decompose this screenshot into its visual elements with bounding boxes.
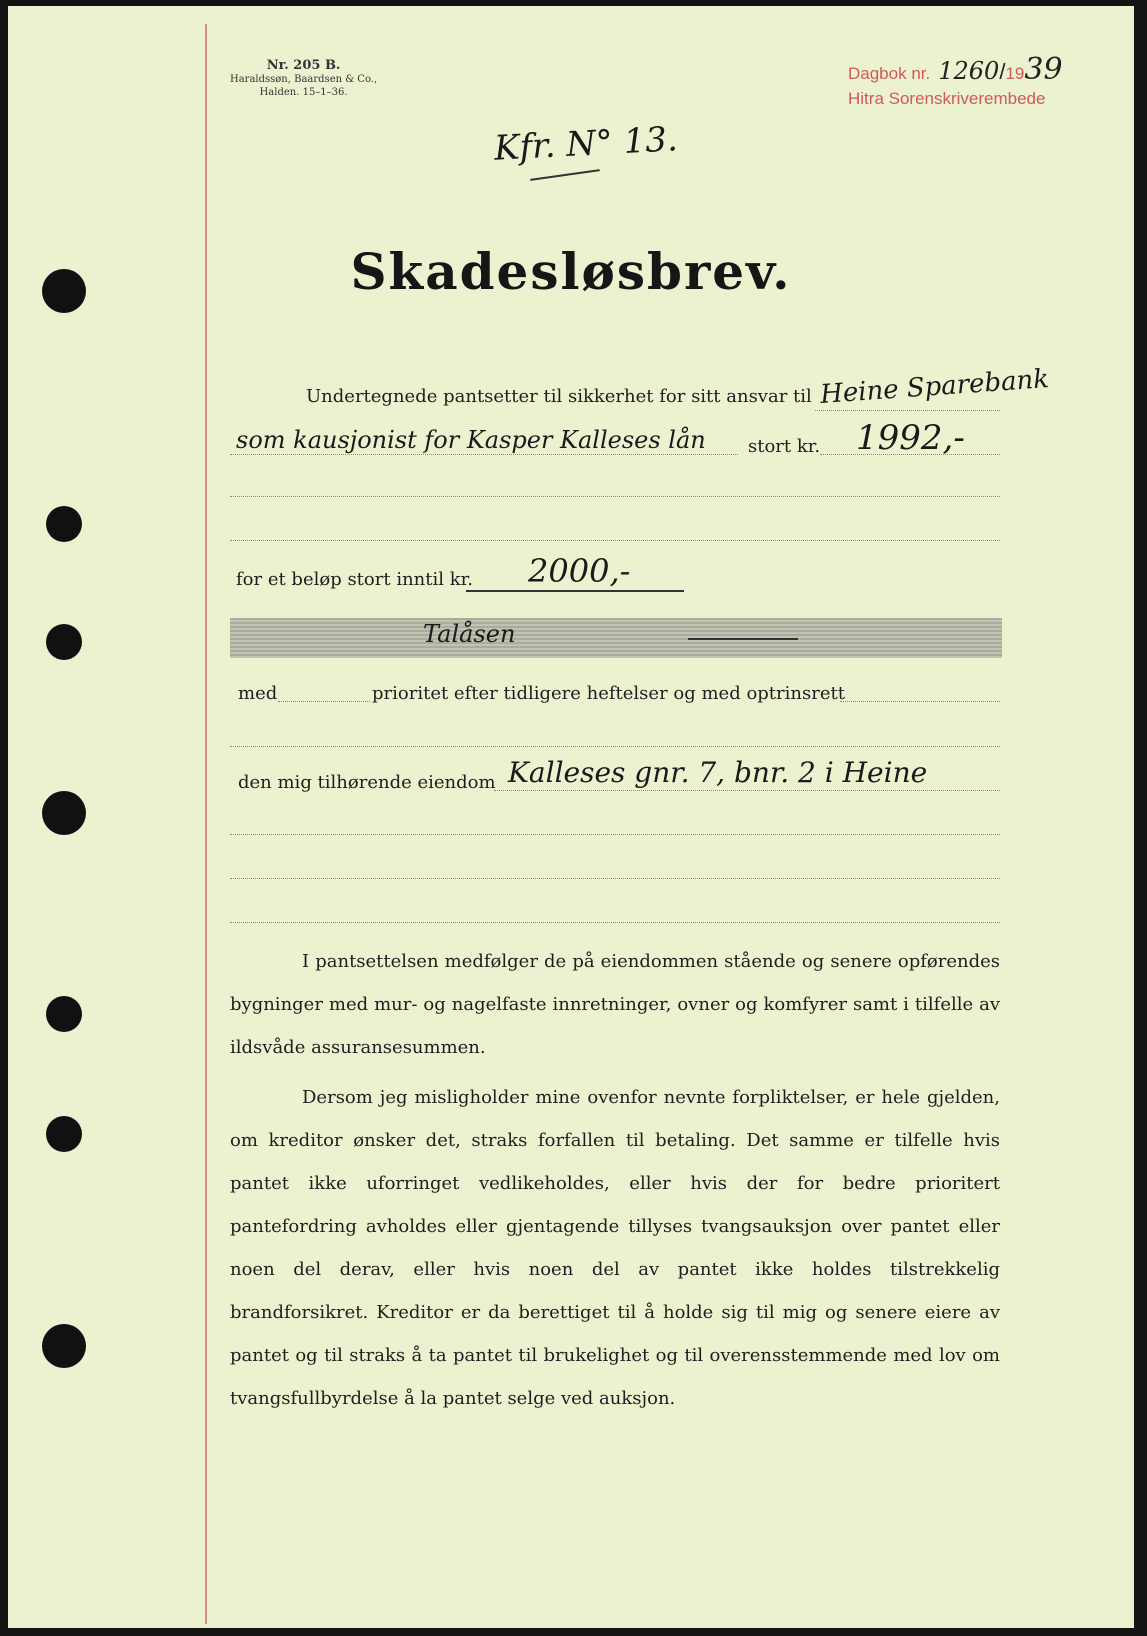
creditor-handwritten: Heine Sparebank [819, 364, 1050, 410]
property-handwritten: Kalleses gnr. 7, bnr. 2 i Heine [508, 756, 928, 789]
fill-line [230, 746, 1000, 747]
annotation-underline [530, 169, 600, 181]
punch-hole [42, 791, 86, 835]
punch-hole [46, 996, 82, 1032]
purpose-handwritten: som kausjonist for Kasper Kalleses lån [236, 426, 706, 454]
fill-line [230, 454, 738, 455]
document-page [8, 6, 1134, 1628]
dagbok-number: 1260 [938, 57, 1000, 85]
punch-hole [46, 1116, 82, 1152]
med-label: med [238, 683, 278, 704]
fill-line [278, 701, 370, 702]
printer-imprint [230, 58, 377, 99]
signature: Talåsen [423, 620, 516, 648]
year-suffix: 39 [1024, 52, 1063, 87]
printer-place-date: Halden. 15–1–36. [259, 86, 348, 98]
max-amount: 2000,- [528, 552, 631, 590]
printer-name: Haraldssøn, Baardsen & Co., [230, 74, 378, 86]
fill-line [820, 454, 1000, 455]
property-label: den mig tilhørende eiendom [238, 772, 496, 793]
fill-line [230, 540, 1000, 541]
year-prefix: 19 [1005, 64, 1025, 83]
dagbok-label: Dagbok nr. [848, 64, 931, 83]
document-title: Skadesløsbrev. [350, 242, 792, 301]
stort-kr-label: stort kr. [748, 436, 821, 457]
fill-line [230, 834, 1000, 835]
amount-underline [466, 590, 684, 592]
fill-line [230, 922, 1000, 923]
fill-line [840, 701, 1000, 702]
form-number: Nr. 205 B. [266, 58, 341, 73]
paragraph-inclusions: I pantsettelsen medfølger de på eiendommen stående og senere opførendes bygninger med mur- og nagelfaste innretninger, ovner og komfyrer samt i tilfelle av ildsvåde assuransesummen. [230, 951, 1000, 1058]
priority-text: prioritet efter tidligere heftelser og med optrinsrett [372, 683, 845, 704]
registry-stamp: Dagbok nr. 1260/1939 Hitra Sorenskriverembede [848, 52, 1063, 108]
debt-amount: 1992,- [856, 418, 965, 458]
form-line-1-text: Undertegnede pantsetter til sikkerhet for sitt ansvar til [306, 386, 812, 407]
paragraph-default-terms: Dersom jeg misligholder mine ovenfor nevnte forpliktelser, er hele gjelden, om kreditor ønsker det, straks forfallen til betaling. Det samme er tilfelle hvis pantet ikke uforringet vedlikeholdes, eller hvis der for bedre prioritert pantefordring avholdes eller gjentagende tillyses tvangsauksjon over pantet eller noen del derav, eller hvis noen del av pantet ikke holdes tilstrekkelig brandforsikret. Kreditor er da berettiget til å holde sig til mig og senere eiere av pantet og til straks å ta pantet til brukelighet og til overensstemmende med lov om tvangsfullbyrdelse å la pantet selge ved auksjon. [230, 1087, 1000, 1409]
punch-hole [42, 1324, 86, 1368]
gray-band [230, 618, 1002, 658]
office-name: Hitra Sorenskriverembede [848, 89, 1046, 108]
fill-line [815, 410, 1000, 411]
max-amount-label: for et beløp stort inntil kr. [236, 569, 473, 590]
fill-line [230, 496, 1000, 497]
punch-hole [46, 506, 82, 542]
fill-line [230, 878, 1000, 879]
signature-stroke [688, 638, 798, 640]
fill-line [494, 790, 1000, 791]
punch-hole [46, 624, 82, 660]
copy-annotation: Kfr. N° 13. [493, 119, 679, 169]
